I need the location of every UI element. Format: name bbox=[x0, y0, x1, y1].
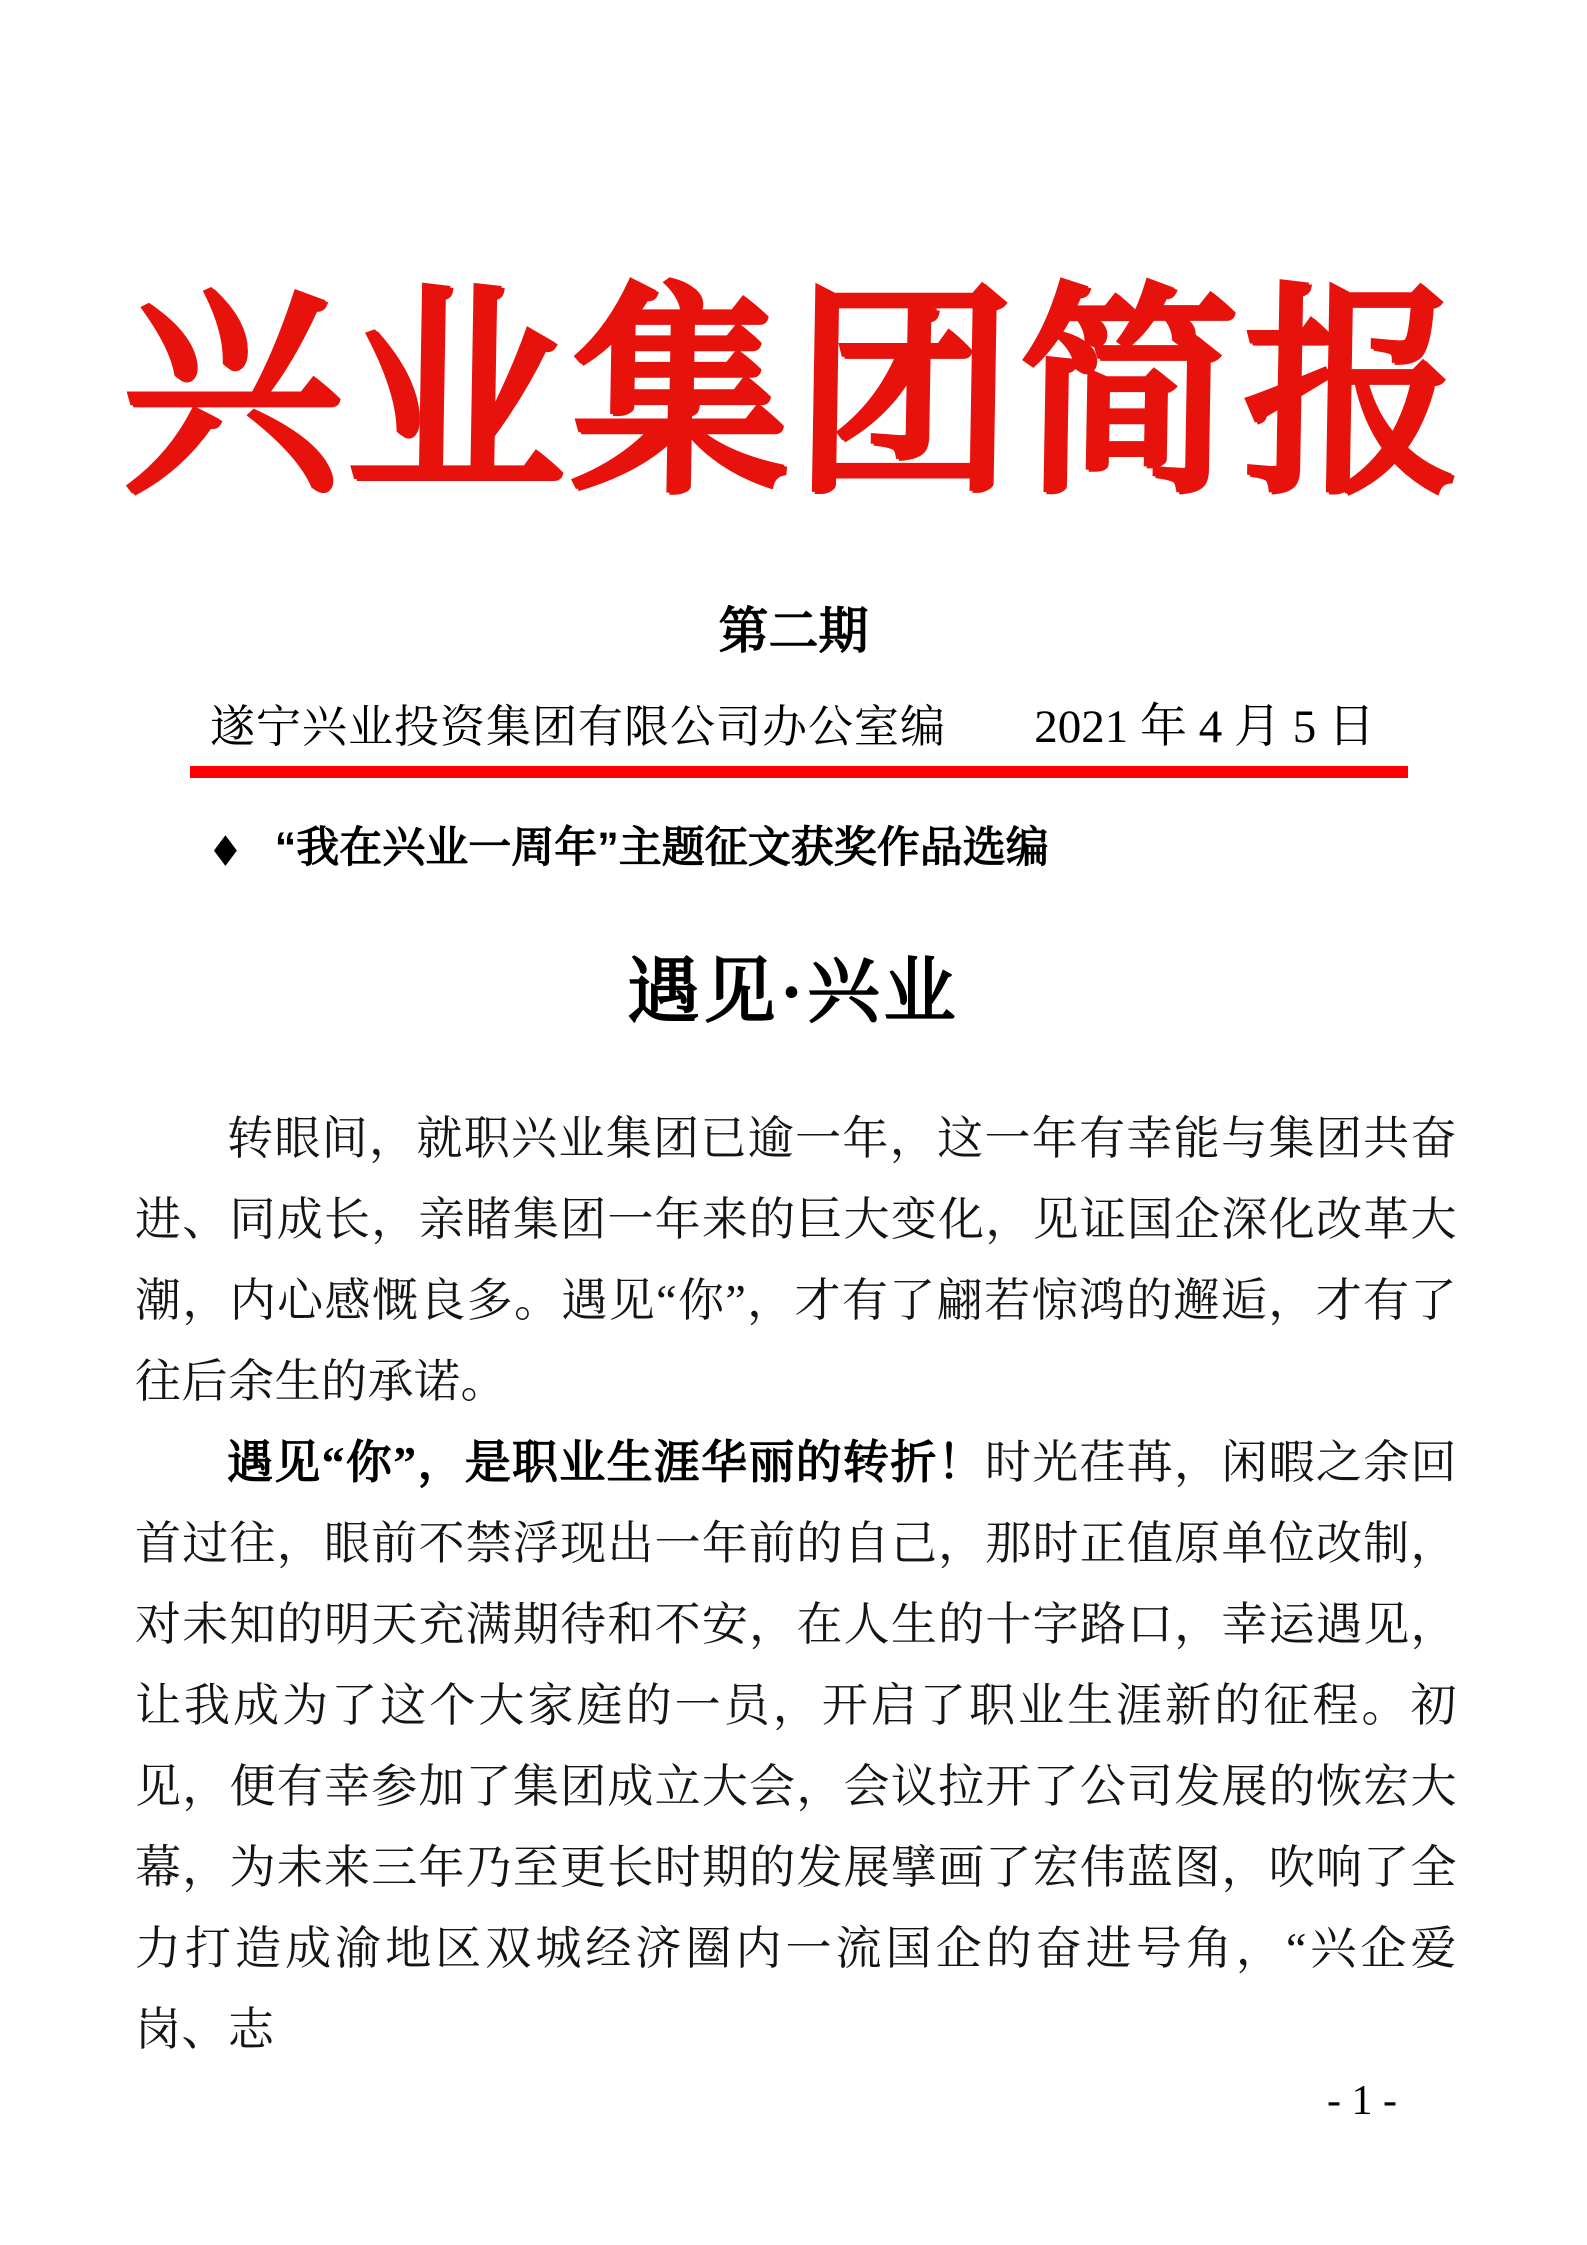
diamond-bullet-icon: ◆ bbox=[213, 826, 237, 870]
paragraph-text: 转眼间，就职兴业集团已逾一年，这一年有幸能与集团共奋进、同成长，亲睹集团一年来的巨大变化，见证国企深化改革大潮，内心感慨良多。遇见“你”，才有了翩若惊鸿的邂逅，才有了往后余生的承诺。 bbox=[135, 1113, 1457, 1407]
masthead bbox=[0, 242, 1587, 552]
article-title: 遇见·兴业 bbox=[627, 952, 960, 1032]
masthead-title: 兴业集团简报 bbox=[119, 272, 1468, 521]
page-number: - 1 - bbox=[1327, 2078, 1397, 2124]
issue-label: 第二期 bbox=[718, 603, 869, 659]
paragraph bbox=[135, 1098, 1457, 1422]
paragraph bbox=[135, 1422, 1457, 2070]
red-divider-rule bbox=[190, 766, 1408, 778]
topic-heading: “我在兴业一周年”主题征文获奖作品选编 bbox=[274, 824, 1049, 872]
topic-line bbox=[210, 820, 1487, 876]
editor-credit: 遂宁兴业投资集团有限公司办公室编 bbox=[210, 702, 947, 752]
paragraph-lead-bold: 遇见“你”，是职业生涯华丽的转折！ bbox=[227, 1437, 985, 1488]
paragraph-text: 时光荏苒，闲暇之余回首过往，眼前不禁浮现出一年前的自己，那时正值原单位改制，对未知的明天充满期待和不安，在人生的十字路口，幸运遇见，让我成为了这个大家庭的一员，开启了职业生涯新的征程。初见，便有幸参加了集团成立大会，会议拉开了公司发展的恢宏大幕，为未来三年乃至更长时期的发展擘画了宏伟蓝图，吹响了全力打造成渝地区双城经济圈内一流国企的奋进号角，“兴企爱岗、志 bbox=[135, 1437, 1458, 2055]
article-body bbox=[135, 1098, 1457, 2070]
publication-date: 2021 年 4 月 5 日 bbox=[1034, 701, 1375, 753]
info-row bbox=[210, 698, 1375, 756]
